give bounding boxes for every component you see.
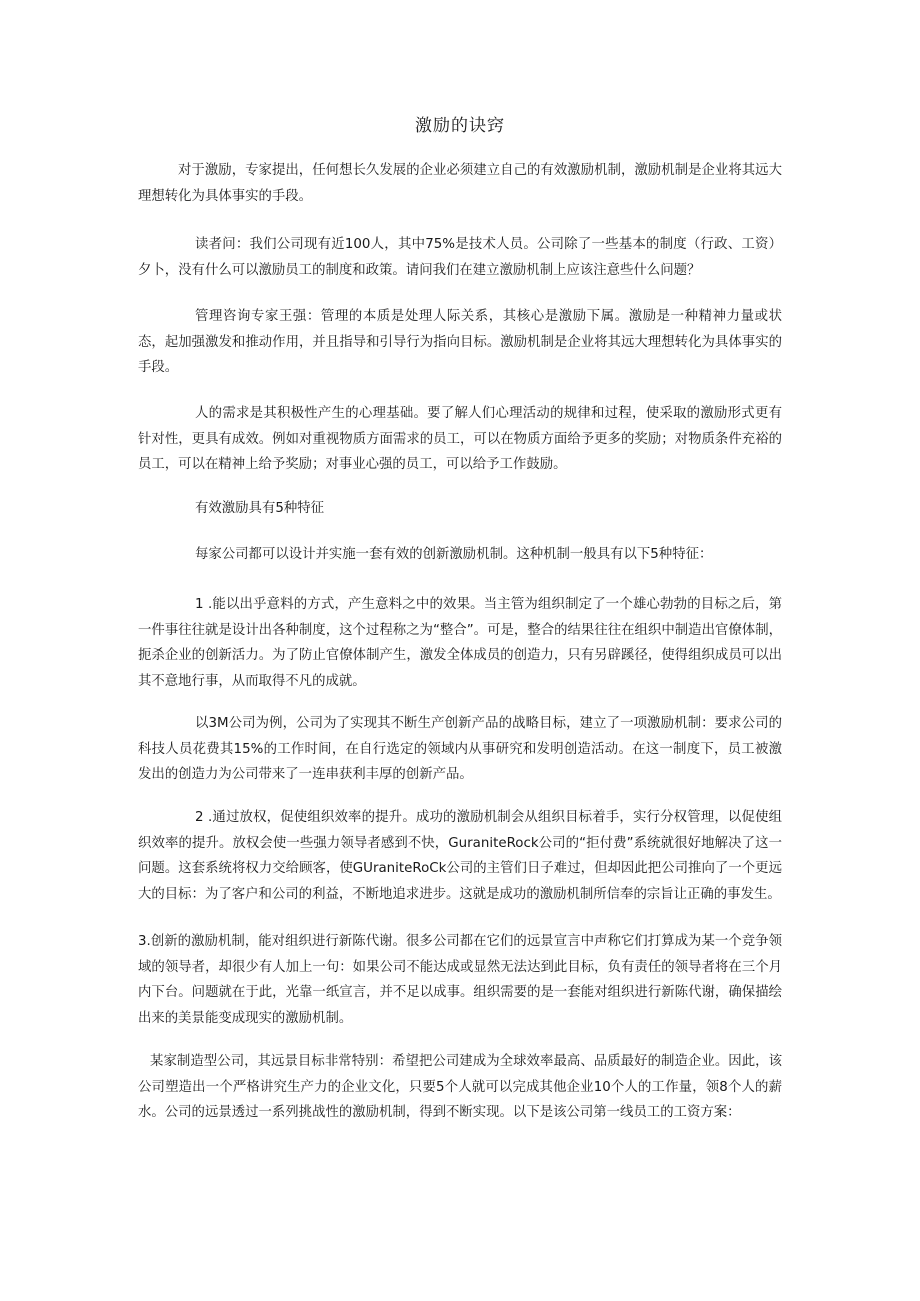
paragraph-3m-example: 以3M公司为例，公司为了实现其不断生产创新产品的战略目标，建立了一项激励机制：要求公司的科技人员花费其15%的工作时间，在自行选定的领域内从事研究和发明创造活动。在这一制度下，员工被激发出的创造力为公司带来了一连串获利丰厚的创新产品。 (138, 716, 782, 782)
section-heading: 有效激励具有5种特征 (195, 501, 325, 516)
paragraph-intro: 对于激励，专家提出，任何想长久发展的企业必须建立自己的有效激励机制，激励机制是企业将其远大理想转化为具体事实的手段。 (138, 163, 782, 204)
paragraph-feature-1: 1 .能以出乎意料的方式，产生意料之中的效果。当主管为组织制定了一个雄心勃勃的目标之后，第一件事往往就是设计出各种制度，这个过程称之为“整合”。可是，整合的结果往往在组织中制造出官僚体制，扼杀企业的创新活力。为了防止官僚体制产生，激发全体成员的创造力，只有另辟蹊径，使得组织成员可以出其不意地行事，从而取得不凡的成就。 (138, 597, 782, 689)
paragraph-needs: 人的需求是其积极性产生的心理基础。要了解人们心理活动的规律和过程，使采取的激励形式更有针对性，更具有成效。例如对重视物质方面需求的员工，可以在物质方面给予更多的奖励；对物质条件充裕的员工，可以在精神上给予奖励；对事业心强的员工，可以给予工作鼓励。 (138, 406, 782, 472)
paragraph-manufacturing-example: 某家制造型公司，其远景目标非常特别：希望把公司建成为全球效率最高、品质最好的制造企业。因此，该公司塑造出一个严格讲究生产力的企业文化，只要5个人就可以完成其他企业10个人的工作量，领8个人的薪水。公司的远景透过一系列挑战性的激励机制，得到不断实现。以下是该公司第一线员工的工资方案： (138, 1054, 782, 1120)
paragraph-expert-answer: 管理咨询专家王强：管理的本质是处理人际关系，其核心是激励下属。激励是一种精神力量或状态，起加强激发和推动作用，并且指导和引导行为指向目标。激励机制是企业将其远大理想转化为具体事实的手段。 (138, 309, 782, 375)
paragraph-five-features: 每家公司都可以设计并实施一套有效的创新激励机制。这种机制一般具有以下5种特征： (195, 547, 713, 562)
page-title: 激励的诀窍 (415, 116, 505, 136)
paragraph-reader-question: 读者问：我们公司现有近100人，其中75%是技术人员。公司除了一些基本的制度（行政、工资）夕卜，没有什么可以激励员工的制度和政策。请问我们在建立激励机制上应该注意些什么问题？ (138, 237, 782, 278)
paragraph-feature-3: 3.创新的激励机制，能对组织进行新陈代谢。很多公司都在它们的远景宣言中声称它们打算成为某一个竞争领域的领导者，却很少有人加上一句：如果公司不能达成或显然无法达到此目标，负有责任的领导者将在三个月内下台。问题就在于此，光靠一纸宣言，并不足以成事。组织需要的是一套能对组织进行新陈代谢，确保描绘出来的美景能变成现实的激励机制。 (138, 934, 782, 1026)
paragraph-feature-2: 2 .通过放权，促使组织效率的提升。成功的激励机制会从组织目标着手，实行分权管理，以促使组织效率的提升。放权会使一些强力领导者感到不快，GuraniteRock公司的“拒付费”系统就很好地解决了这一问题。这套系统将权力交给顾客，使GUraniteRoCk公司的主管们日子难过，但却因此把公司推向了一个更远大的目标：为了客户和公司的利益，不断地追求进步。这就是成功的激励机制所信奉的宗旨让正确的事发生。 (138, 810, 782, 902)
